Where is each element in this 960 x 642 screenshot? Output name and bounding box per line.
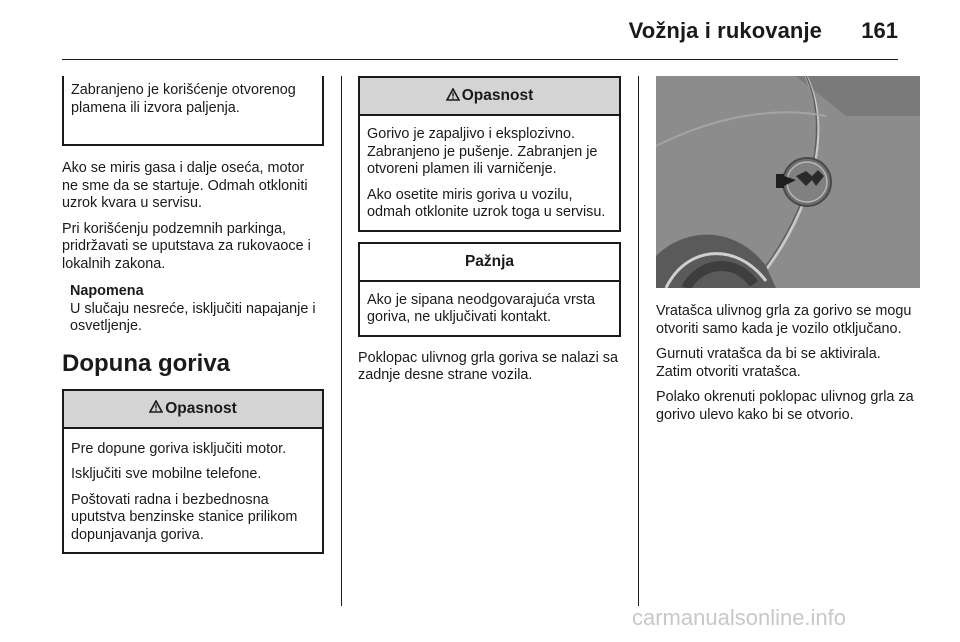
warning-box-continued [62,76,324,146]
column-3 [656,76,920,424]
danger-box-refuel [62,389,324,555]
caution-line: Ako je sipana neodgovarajuća vrsta goriva, ne uključivati kontakt. [367,291,595,325]
paragraph-parking: Pri korišćenju podzemnih parkinga, pridržavati se uputstava za rukovaoce i lokalnih zakona. [62,220,311,272]
danger-line: Gorivo je zapaljivo i eksplozivno. Zabranjeno je pušenje. Zabranjen je otvoreni plamen ili varničenje. [367,126,598,177]
column-2 [358,76,621,385]
column-1 [62,76,324,554]
section-heading: Dopuna goriva [62,349,231,377]
danger-line: Isključiti sve mobilne telefone. [71,466,262,482]
caution-box [358,242,621,337]
page-title: Vožnja i rukovanje [628,18,822,43]
fuel-door-drawing [656,76,920,288]
danger-box-fuel [358,76,621,232]
danger-box-body [360,116,619,230]
danger-box-title: Opasnost [461,87,534,104]
column-divider-2 [638,76,639,606]
watermark: carmanualsonline.info [632,605,847,630]
danger-box-header [64,391,322,429]
column-divider-1 [341,76,342,606]
danger-line: Pre dopune goriva isključiti motor. [71,440,287,457]
caution-box-body [360,282,619,335]
warning-triangle-icon [149,400,163,417]
paragraph-fuel-cap-location: Poklopac ulivnog grla goriva se nalazi sa zadnje desne strane vozila. [358,349,618,383]
danger-box-title: Opasnost [165,399,237,417]
page-header [62,14,898,60]
fuel-door-illustration [656,76,920,288]
paragraph-turn-cap: Polako okrenuti poklopac ulivnog grla za gorivo ulevo kako bi se otvorio. [656,389,914,423]
paragraph-gas-smell: Ako se miris gasa i dalje oseća, motor ne sme da se startuje. Odmah otkloniti uzrok kvara u servisu. [62,160,308,211]
note-body: U slučaju nesreće, isključiti napajanje i osvetljenje. [70,300,316,334]
caution-box-header [360,244,619,282]
warning-box-continued-text: Zabranjeno je korišćenje otvorenog plamena ili izvora paljenja. [71,82,296,116]
page-number: 161 [861,18,898,43]
caution-box-title: Pažnja [464,252,515,270]
danger-line: Poštovati radna i bezbednosna uputstva benzinske stanice prilikom dopunjavanja goriva. [71,491,298,543]
paragraph-push-door: Gurnuti vratašca da bi se aktivirala. Zatim otvoriti vratašca. [656,346,881,380]
danger-box-header [360,78,619,116]
danger-line: Ako osetite miris goriva u vozilu, odmah otklonite uzrok toga u servisu. [367,186,606,220]
note-title: Napomena [70,283,144,299]
paragraph-door-unlocked: Vratašca ulivnog grla za gorivo se mogu otvoriti samo kada je vozilo otključano. [656,303,912,337]
warning-triangle-icon [446,88,460,105]
danger-box-body [64,429,322,553]
